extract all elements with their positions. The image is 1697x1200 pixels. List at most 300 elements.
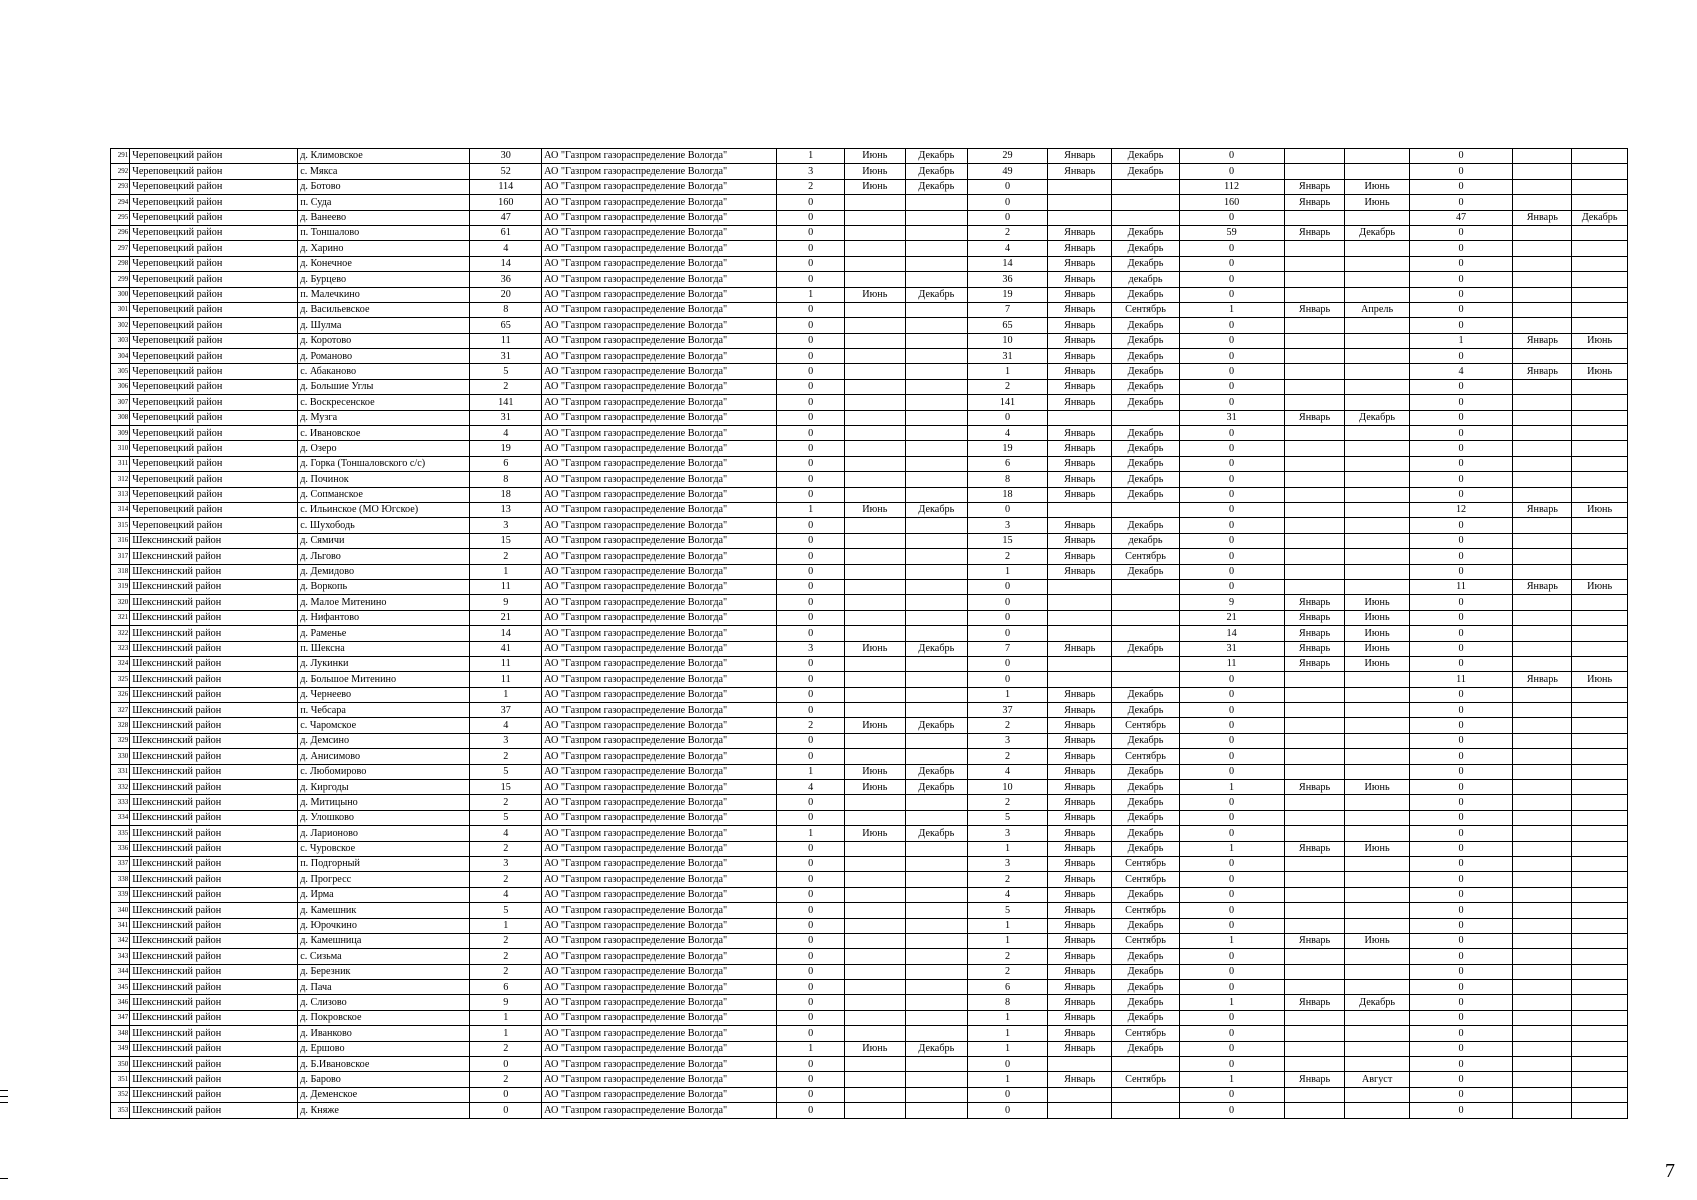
group1-count-cell: 0: [777, 349, 844, 364]
group3-start-month-cell: [1284, 795, 1345, 810]
total-count-cell: 15: [470, 780, 542, 795]
group4-count-cell: 0: [1409, 241, 1513, 256]
group1-start-month-cell: [844, 810, 905, 825]
group1-count-cell: 0: [777, 302, 844, 317]
group3-count-cell: 0: [1179, 518, 1284, 533]
group1-end-month-cell: [905, 1057, 967, 1072]
group4-count-cell: 4: [1409, 364, 1513, 379]
group1-start-month-cell: [844, 225, 905, 240]
group2-count-cell: 4: [967, 241, 1047, 256]
settlement-cell: д. Лукинки: [298, 656, 470, 671]
total-count-cell: 11: [470, 672, 542, 687]
group2-end-month-cell: [1112, 1087, 1179, 1102]
total-count-cell: 5: [470, 903, 542, 918]
group3-end-month-cell: [1345, 379, 1409, 394]
settlement-cell: д. Юрочкино: [298, 918, 470, 933]
group1-start-month-cell: [844, 410, 905, 425]
group3-end-month-cell: Июнь: [1345, 933, 1409, 948]
group3-start-month-cell: [1284, 564, 1345, 579]
operator-cell: АО "Газпром газораспределение Вологда": [542, 333, 777, 348]
operator-cell: АО "Газпром газораспределение Вологда": [542, 1072, 777, 1087]
group3-start-month-cell: [1284, 456, 1345, 471]
group2-end-month-cell: [1112, 502, 1179, 517]
group4-end-month-cell: [1572, 1057, 1628, 1072]
group3-end-month-cell: [1345, 872, 1409, 887]
table-row: [111, 718, 1628, 733]
group3-count-cell: 0: [1179, 918, 1284, 933]
table-row: [111, 749, 1628, 764]
operator-cell: АО "Газпром газораспределение Вологда": [542, 626, 777, 641]
settlement-cell: д. Слизово: [298, 995, 470, 1010]
group2-start-month-cell: Январь: [1048, 887, 1112, 902]
group4-end-month-cell: [1572, 903, 1628, 918]
group2-count-cell: 3: [967, 733, 1047, 748]
group4-end-month-cell: [1572, 349, 1628, 364]
total-count-cell: 18: [470, 487, 542, 502]
settlement-cell: д. Ершово: [298, 1041, 470, 1056]
group3-count-cell: 0: [1179, 887, 1284, 902]
group4-end-month-cell: [1572, 626, 1628, 641]
group3-start-month-cell: Январь: [1284, 302, 1345, 317]
group4-count-cell: 0: [1409, 856, 1513, 871]
operator-cell: АО "Газпром газораспределение Вологда": [542, 980, 777, 995]
group3-count-cell: 0: [1179, 903, 1284, 918]
group4-end-month-cell: [1572, 1072, 1628, 1087]
group1-start-month-cell: [844, 672, 905, 687]
row-number: 310: [111, 441, 130, 456]
group2-start-month-cell: Январь: [1048, 733, 1112, 748]
group2-count-cell: 2: [967, 379, 1047, 394]
operator-cell: АО "Газпром газораспределение Вологда": [542, 841, 777, 856]
operator-cell: АО "Газпром газораспределение Вологда": [542, 287, 777, 302]
group4-count-cell: 0: [1409, 933, 1513, 948]
group2-end-month-cell: Декабрь: [1112, 826, 1179, 841]
group2-end-month-cell: Декабрь: [1112, 841, 1179, 856]
table-row: [111, 518, 1628, 533]
group1-start-month-cell: Июнь: [844, 764, 905, 779]
group4-start-month-cell: Январь: [1513, 579, 1572, 594]
group3-start-month-cell: [1284, 749, 1345, 764]
group2-end-month-cell: Декабрь: [1112, 964, 1179, 979]
group3-end-month-cell: [1345, 1026, 1409, 1041]
group1-start-month-cell: [844, 1087, 905, 1102]
group3-count-cell: 0: [1179, 795, 1284, 810]
group3-end-month-cell: [1345, 795, 1409, 810]
total-count-cell: 8: [470, 302, 542, 317]
group1-start-month-cell: [844, 395, 905, 410]
operator-cell: АО "Газпром газораспределение Вологда": [542, 364, 777, 379]
row-number: 311: [111, 456, 130, 471]
district-cell: Шекснинский район: [130, 656, 298, 671]
group3-end-month-cell: [1345, 210, 1409, 225]
group4-count-cell: 0: [1409, 733, 1513, 748]
settlement-cell: д. Васильевское: [298, 302, 470, 317]
total-count-cell: 52: [470, 164, 542, 179]
table-row: [111, 872, 1628, 887]
group2-end-month-cell: Декабрь: [1112, 379, 1179, 394]
group4-count-cell: 0: [1409, 780, 1513, 795]
group1-start-month-cell: Июнь: [844, 641, 905, 656]
group4-count-cell: 0: [1409, 764, 1513, 779]
total-count-cell: 2: [470, 841, 542, 856]
district-cell: Череповецкий район: [130, 364, 298, 379]
group4-start-month-cell: [1513, 687, 1572, 702]
group1-start-month-cell: Июнь: [844, 164, 905, 179]
group2-count-cell: 1: [967, 364, 1047, 379]
group3-end-month-cell: [1345, 349, 1409, 364]
group4-start-month-cell: [1513, 980, 1572, 995]
group4-start-month-cell: [1513, 1041, 1572, 1056]
operator-cell: АО "Газпром газораспределение Вологда": [542, 549, 777, 564]
row-number: 309: [111, 426, 130, 441]
total-count-cell: 36: [470, 272, 542, 287]
district-cell: Шекснинский район: [130, 1057, 298, 1072]
table-row: [111, 780, 1628, 795]
group3-start-month-cell: Январь: [1284, 410, 1345, 425]
total-count-cell: 4: [470, 718, 542, 733]
group1-start-month-cell: [844, 980, 905, 995]
table-row: [111, 595, 1628, 610]
table-row: [111, 287, 1628, 302]
operator-cell: АО "Газпром газораспределение Вологда": [542, 502, 777, 517]
group4-start-month-cell: [1513, 318, 1572, 333]
group1-start-month-cell: [844, 256, 905, 271]
group2-count-cell: 10: [967, 333, 1047, 348]
group3-end-month-cell: [1345, 718, 1409, 733]
group1-end-month-cell: [905, 887, 967, 902]
group1-end-month-cell: [905, 872, 967, 887]
total-count-cell: 19: [470, 441, 542, 456]
district-cell: Череповецкий район: [130, 379, 298, 394]
total-count-cell: 8: [470, 472, 542, 487]
table-row: [111, 687, 1628, 702]
group1-end-month-cell: [905, 810, 967, 825]
group2-end-month-cell: Декабрь: [1112, 641, 1179, 656]
district-cell: Шекснинский район: [130, 672, 298, 687]
operator-cell: АО "Газпром газораспределение Вологда": [542, 1087, 777, 1102]
group1-count-cell: 0: [777, 672, 844, 687]
settlement-cell: с. Чуровское: [298, 841, 470, 856]
settlement-cell: с. Ивановское: [298, 426, 470, 441]
operator-cell: АО "Газпром газораспределение Вологда": [542, 1026, 777, 1041]
group2-end-month-cell: Декабрь: [1112, 287, 1179, 302]
group4-end-month-cell: [1572, 933, 1628, 948]
group4-end-month-cell: [1572, 533, 1628, 548]
district-cell: Шекснинский район: [130, 626, 298, 641]
group2-count-cell: 0: [967, 195, 1047, 210]
group4-count-cell: 0: [1409, 995, 1513, 1010]
table-row: [111, 703, 1628, 718]
row-number: 291: [111, 149, 130, 164]
group1-end-month-cell: [905, 733, 967, 748]
group1-start-month-cell: [844, 918, 905, 933]
group3-start-month-cell: Январь: [1284, 610, 1345, 625]
operator-cell: АО "Газпром газораспределение Вологда": [542, 410, 777, 425]
group2-end-month-cell: Сентябрь: [1112, 872, 1179, 887]
group3-end-month-cell: [1345, 333, 1409, 348]
group3-count-cell: 0: [1179, 210, 1284, 225]
group4-count-cell: 0: [1409, 302, 1513, 317]
group3-start-month-cell: [1284, 487, 1345, 502]
group1-count-cell: 0: [777, 241, 844, 256]
total-count-cell: 37: [470, 703, 542, 718]
group1-count-cell: 0: [777, 656, 844, 671]
operator-cell: АО "Газпром газораспределение Вологда": [542, 610, 777, 625]
row-number: 348: [111, 1026, 130, 1041]
district-cell: Череповецкий район: [130, 318, 298, 333]
district-cell: Шекснинский район: [130, 564, 298, 579]
row-number: 333: [111, 795, 130, 810]
operator-cell: АО "Газпром газораспределение Вологда": [542, 964, 777, 979]
group1-end-month-cell: Декабрь: [905, 780, 967, 795]
group1-end-month-cell: [905, 302, 967, 317]
settlement-cell: д. Пача: [298, 980, 470, 995]
group1-count-cell: 1: [777, 287, 844, 302]
group2-end-month-cell: Сентябрь: [1112, 903, 1179, 918]
group4-start-month-cell: [1513, 995, 1572, 1010]
group1-start-month-cell: [844, 964, 905, 979]
group4-start-month-cell: [1513, 179, 1572, 194]
group1-end-month-cell: [905, 980, 967, 995]
group4-count-cell: 0: [1409, 826, 1513, 841]
group4-start-month-cell: [1513, 795, 1572, 810]
group4-end-month-cell: [1572, 379, 1628, 394]
group4-end-month-cell: [1572, 826, 1628, 841]
row-number: 292: [111, 164, 130, 179]
group1-end-month-cell: Декабрь: [905, 826, 967, 841]
district-cell: Шекснинский район: [130, 964, 298, 979]
group2-start-month-cell: Январь: [1048, 1010, 1112, 1025]
group3-start-month-cell: [1284, 241, 1345, 256]
group3-count-cell: 0: [1179, 379, 1284, 394]
table-row: [111, 456, 1628, 471]
group4-count-cell: 0: [1409, 179, 1513, 194]
operator-cell: АО "Газпром газораспределение Вологда": [542, 195, 777, 210]
group3-end-month-cell: [1345, 149, 1409, 164]
district-cell: Шекснинский район: [130, 856, 298, 871]
group2-count-cell: 19: [967, 441, 1047, 456]
group2-count-cell: 5: [967, 903, 1047, 918]
group4-count-cell: 0: [1409, 795, 1513, 810]
group4-start-month-cell: [1513, 456, 1572, 471]
group1-count-cell: 0: [777, 733, 844, 748]
group3-end-month-cell: [1345, 426, 1409, 441]
group4-count-cell: 0: [1409, 349, 1513, 364]
table-row: [111, 302, 1628, 317]
group1-start-month-cell: [844, 272, 905, 287]
group1-end-month-cell: Декабрь: [905, 287, 967, 302]
group2-start-month-cell: Январь: [1048, 1072, 1112, 1087]
group2-count-cell: 37: [967, 703, 1047, 718]
group2-count-cell: 1: [967, 933, 1047, 948]
group3-end-month-cell: [1345, 856, 1409, 871]
row-number: 346: [111, 995, 130, 1010]
group3-start-month-cell: Январь: [1284, 595, 1345, 610]
group2-end-month-cell: Декабрь: [1112, 241, 1179, 256]
row-number: 327: [111, 703, 130, 718]
group1-end-month-cell: [905, 1072, 967, 1087]
operator-cell: АО "Газпром газораспределение Вологда": [542, 179, 777, 194]
group2-start-month-cell: Январь: [1048, 164, 1112, 179]
group2-start-month-cell: [1048, 656, 1112, 671]
group4-count-cell: 0: [1409, 703, 1513, 718]
table-row: [111, 364, 1628, 379]
group4-start-month-cell: [1513, 780, 1572, 795]
group2-count-cell: 1: [967, 687, 1047, 702]
district-cell: Шекснинский район: [130, 733, 298, 748]
group4-start-month-cell: [1513, 426, 1572, 441]
table-row: [111, 533, 1628, 548]
group1-end-month-cell: [905, 933, 967, 948]
group4-end-month-cell: [1572, 1087, 1628, 1102]
group4-count-cell: 0: [1409, 272, 1513, 287]
group3-count-cell: 0: [1179, 349, 1284, 364]
group2-count-cell: 1: [967, 1041, 1047, 1056]
group1-start-month-cell: [844, 472, 905, 487]
group1-end-month-cell: Декабрь: [905, 179, 967, 194]
group4-start-month-cell: [1513, 810, 1572, 825]
group2-start-month-cell: Январь: [1048, 395, 1112, 410]
table-row: [111, 472, 1628, 487]
settlement-cell: д. Харино: [298, 241, 470, 256]
group1-count-cell: 0: [777, 225, 844, 240]
group1-count-cell: 0: [777, 933, 844, 948]
group1-end-month-cell: [905, 1087, 967, 1102]
operator-cell: АО "Газпром газораспределение Вологда": [542, 533, 777, 548]
total-count-cell: 20: [470, 287, 542, 302]
group3-end-month-cell: [1345, 887, 1409, 902]
row-number: 322: [111, 626, 130, 641]
group3-end-month-cell: Июнь: [1345, 179, 1409, 194]
group2-start-month-cell: [1048, 1057, 1112, 1072]
group2-start-month-cell: Январь: [1048, 364, 1112, 379]
group2-start-month-cell: [1048, 595, 1112, 610]
group1-end-month-cell: [905, 518, 967, 533]
group2-count-cell: 5: [967, 810, 1047, 825]
operator-cell: АО "Газпром газораспределение Вологда": [542, 933, 777, 948]
group1-end-month-cell: [905, 949, 967, 964]
group3-start-month-cell: [1284, 764, 1345, 779]
group3-count-cell: 0: [1179, 672, 1284, 687]
group1-end-month-cell: [905, 856, 967, 871]
settlement-cell: д. Горка (Тоншаловского с/с): [298, 456, 470, 471]
group4-count-cell: 0: [1409, 395, 1513, 410]
group3-start-month-cell: Январь: [1284, 641, 1345, 656]
table-row: [111, 810, 1628, 825]
group3-start-month-cell: [1284, 1026, 1345, 1041]
group2-start-month-cell: Январь: [1048, 810, 1112, 825]
table-row: [111, 1010, 1628, 1025]
group1-count-cell: 1: [777, 149, 844, 164]
table-row: [111, 764, 1628, 779]
group2-end-month-cell: [1112, 1057, 1179, 1072]
group4-count-cell: 0: [1409, 456, 1513, 471]
group4-end-month-cell: [1572, 687, 1628, 702]
row-number: 319: [111, 579, 130, 594]
operator-cell: АО "Газпром газораспределение Вологда": [542, 1010, 777, 1025]
group1-end-month-cell: Декабрь: [905, 1041, 967, 1056]
page-number: 7: [1665, 1160, 1675, 1182]
total-count-cell: 4: [470, 826, 542, 841]
group4-start-month-cell: [1513, 610, 1572, 625]
group3-end-month-cell: Июнь: [1345, 595, 1409, 610]
group4-end-month-cell: [1572, 195, 1628, 210]
row-number: 340: [111, 903, 130, 918]
group2-count-cell: 10: [967, 780, 1047, 795]
group1-count-cell: 0: [777, 841, 844, 856]
group2-count-cell: 4: [967, 764, 1047, 779]
group3-start-month-cell: [1284, 256, 1345, 271]
row-number: 349: [111, 1041, 130, 1056]
group4-start-month-cell: [1513, 287, 1572, 302]
group4-end-month-cell: [1572, 887, 1628, 902]
row-number: 313: [111, 487, 130, 502]
group2-end-month-cell: [1112, 656, 1179, 671]
settlement-cell: д. Воркопь: [298, 579, 470, 594]
row-number: 320: [111, 595, 130, 610]
group2-count-cell: 1: [967, 918, 1047, 933]
settlement-cell: д. Деменское: [298, 1087, 470, 1102]
group1-count-cell: 0: [777, 887, 844, 902]
group3-start-month-cell: [1284, 379, 1345, 394]
group4-start-month-cell: Январь: [1513, 672, 1572, 687]
group4-count-cell: 0: [1409, 256, 1513, 271]
group3-start-month-cell: [1284, 672, 1345, 687]
group1-end-month-cell: [905, 410, 967, 425]
group2-start-month-cell: Январь: [1048, 856, 1112, 871]
group3-count-cell: 1: [1179, 933, 1284, 948]
group2-start-month-cell: Январь: [1048, 918, 1112, 933]
total-count-cell: 4: [470, 426, 542, 441]
group2-start-month-cell: Январь: [1048, 718, 1112, 733]
group4-count-cell: 0: [1409, 518, 1513, 533]
group4-count-cell: 0: [1409, 410, 1513, 425]
row-number: 314: [111, 502, 130, 517]
group1-start-month-cell: [844, 626, 905, 641]
group3-count-cell: 0: [1179, 149, 1284, 164]
settlement-cell: п. Тоншалово: [298, 225, 470, 240]
group4-end-month-cell: [1572, 472, 1628, 487]
group4-end-month-cell: [1572, 964, 1628, 979]
operator-cell: АО "Газпром газораспределение Вологда": [542, 795, 777, 810]
group3-end-month-cell: [1345, 980, 1409, 995]
settlement-cell: д. Митицыно: [298, 795, 470, 810]
district-cell: Шекснинский район: [130, 1087, 298, 1102]
settlement-cell: д. Демидово: [298, 564, 470, 579]
table-row: [111, 564, 1628, 579]
row-number: 303: [111, 333, 130, 348]
group4-start-month-cell: [1513, 472, 1572, 487]
group3-end-month-cell: [1345, 487, 1409, 502]
group4-count-cell: 0: [1409, 533, 1513, 548]
group1-end-month-cell: [905, 1026, 967, 1041]
group1-count-cell: 0: [777, 210, 844, 225]
group1-start-month-cell: [844, 1026, 905, 1041]
settlement-cell: д. Анисимово: [298, 749, 470, 764]
district-cell: Шекснинский район: [130, 918, 298, 933]
group1-end-month-cell: Декабрь: [905, 164, 967, 179]
group1-start-month-cell: [844, 1072, 905, 1087]
group1-start-month-cell: [844, 610, 905, 625]
group1-count-cell: 3: [777, 164, 844, 179]
group4-start-month-cell: Январь: [1513, 502, 1572, 517]
group2-start-month-cell: Январь: [1048, 749, 1112, 764]
group3-start-month-cell: [1284, 687, 1345, 702]
group1-start-month-cell: [844, 595, 905, 610]
group4-end-month-cell: [1572, 703, 1628, 718]
group2-start-month-cell: Январь: [1048, 764, 1112, 779]
district-cell: Шекснинский район: [130, 549, 298, 564]
